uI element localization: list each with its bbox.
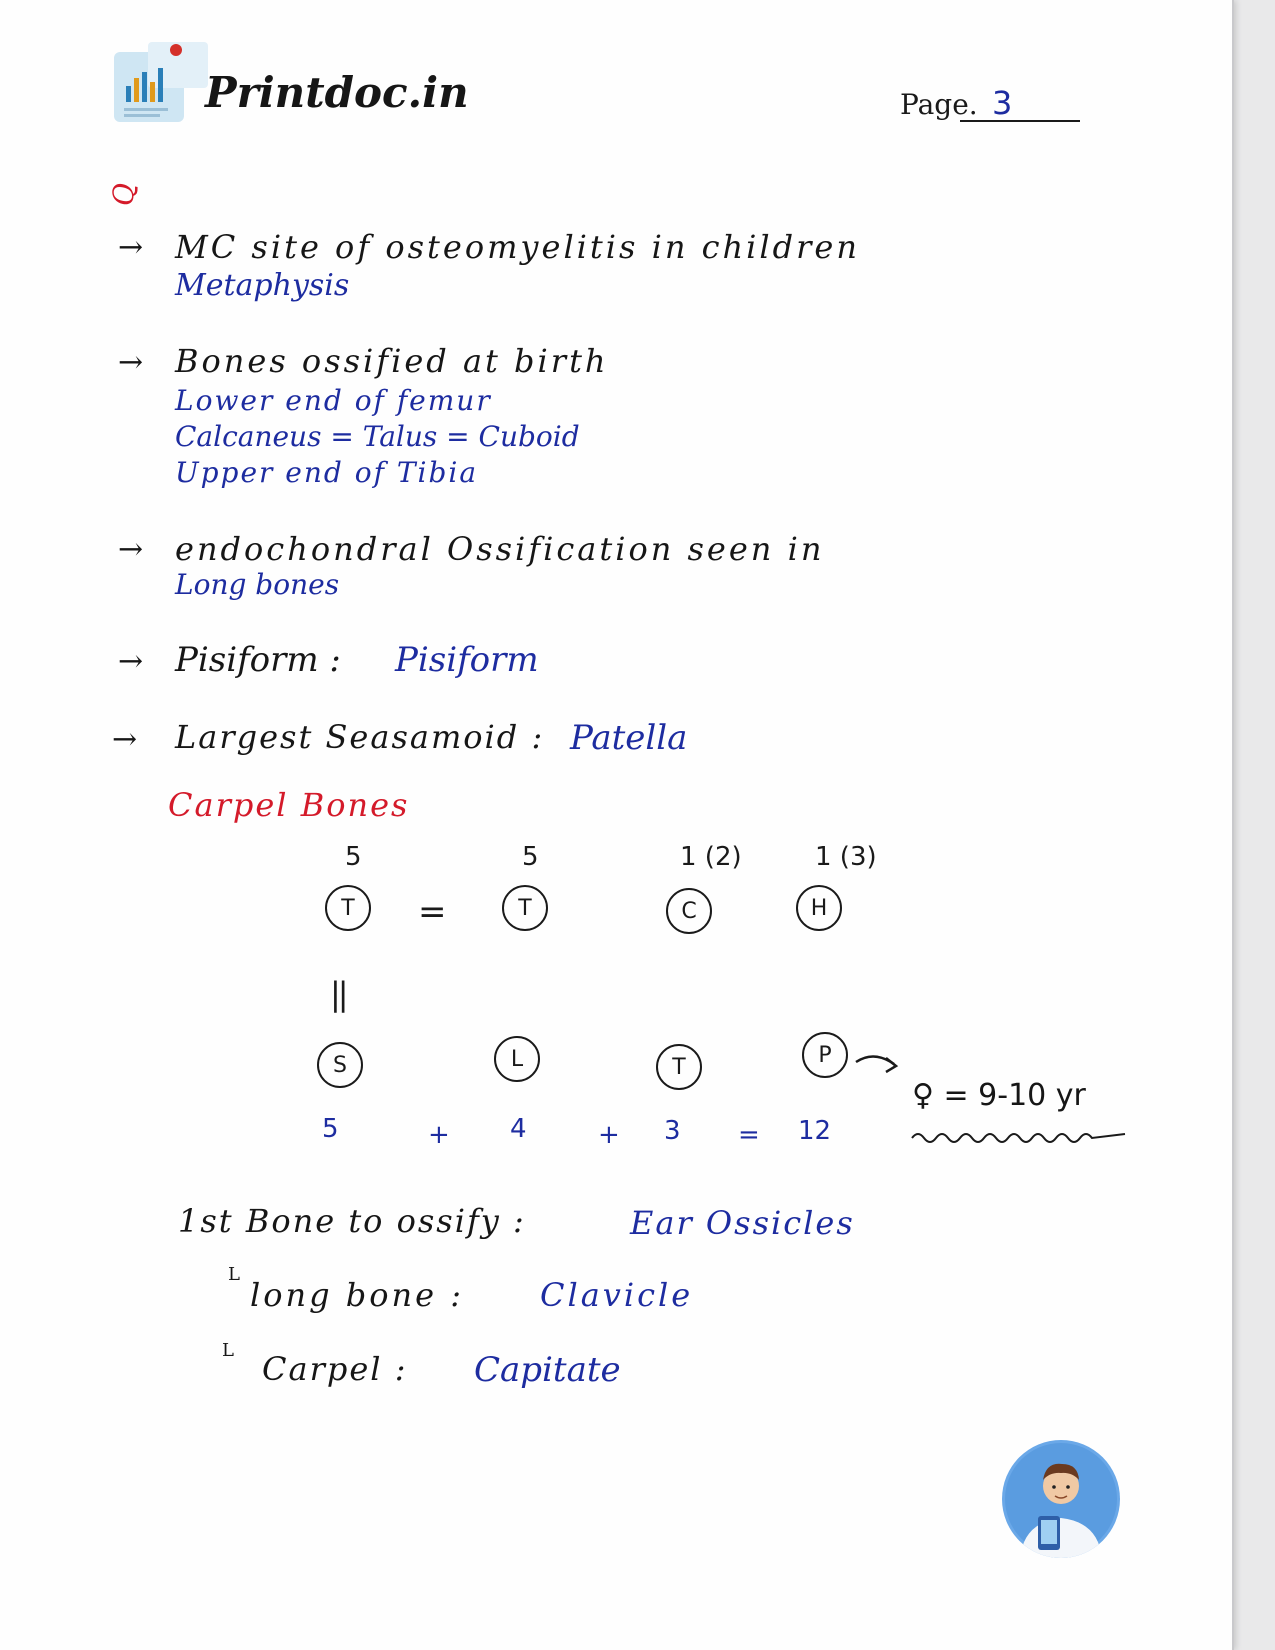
count-trapezium: 5 xyxy=(345,842,362,872)
question-1: MC site of osteomyelitis in children xyxy=(175,228,860,266)
question-mark-label: Q xyxy=(106,183,140,206)
question-4: Pisiform : xyxy=(175,640,341,680)
carpal-circle-trapezoid: T xyxy=(502,885,548,931)
wavy-underline xyxy=(910,1126,1130,1146)
first-ossify-label: 1st Bone to ossify : xyxy=(178,1202,526,1240)
count-trapezoid: 5 xyxy=(522,842,539,872)
female-age-note: ♀ = 9-10 yr xyxy=(912,1078,1086,1113)
answer-1: Metaphysis xyxy=(175,268,350,303)
sum-plus-2: + xyxy=(598,1120,620,1150)
answer-2a: Lower end of femur xyxy=(175,384,492,417)
question-5: Largest Seasamoid : xyxy=(175,718,545,756)
answer-2b: Calcaneus = Talus = Cuboid xyxy=(175,420,580,453)
arrow-icon: → xyxy=(118,345,144,380)
answer-2c: Upper end of Tibia xyxy=(175,456,479,489)
sub-answer-1: Clavicle xyxy=(540,1276,694,1314)
carpal-circle-lunate: L xyxy=(494,1036,540,1082)
sub-prefix-2: L xyxy=(222,1340,234,1361)
doctor-avatar xyxy=(1002,1440,1120,1558)
answer-5: Patella xyxy=(570,718,688,758)
count-hamate: 1 (3) xyxy=(815,842,877,872)
sub-label-1: long bone : xyxy=(250,1276,465,1314)
sum-4: 4 xyxy=(510,1114,527,1144)
answer-4: Pisiform xyxy=(395,640,539,680)
carpal-circle-pisiform: P xyxy=(802,1032,848,1078)
sub-prefix-1: L xyxy=(228,1264,240,1285)
curved-arrow-icon xyxy=(852,1044,912,1084)
document-chart-icon xyxy=(108,38,218,128)
carpal-heading: Carpel Bones xyxy=(168,786,410,824)
brand-name: Printdoc.in xyxy=(205,68,469,117)
answer-3: Long bones xyxy=(175,568,340,601)
arrow-icon: → xyxy=(118,532,144,567)
arrow-icon: → xyxy=(112,722,138,757)
equals-vertical: || xyxy=(330,975,346,1013)
equals-sign: = xyxy=(418,892,447,932)
page-label: Page. xyxy=(900,88,978,121)
count-capitate: 1 (2) xyxy=(680,842,742,872)
page-number-line xyxy=(960,120,1080,122)
sum-5: 5 xyxy=(322,1114,339,1144)
carpal-circle-hamate: H xyxy=(796,885,842,931)
sum-3: 3 xyxy=(664,1116,681,1146)
arrow-icon: → xyxy=(118,644,144,679)
sum-plus-1: + xyxy=(428,1120,450,1150)
arrow-icon: → xyxy=(118,230,144,265)
carpal-circle-capitate: C xyxy=(666,888,712,934)
brand-logo xyxy=(108,38,218,128)
carpal-circle-triquetrum: T xyxy=(656,1044,702,1090)
sum-equals: = xyxy=(738,1120,760,1150)
question-3: endochondral Ossification seen in xyxy=(175,530,825,568)
sum-12: 12 xyxy=(798,1116,832,1146)
page-number: 3 xyxy=(992,84,1013,122)
question-2: Bones ossified at birth xyxy=(175,342,609,380)
carpal-circle-scaphoid: S xyxy=(317,1042,363,1088)
doctor-with-tablet-icon xyxy=(1002,1440,1120,1558)
first-ossify-answer: Ear Ossicles xyxy=(630,1204,855,1242)
sub-label-2: Carpel : xyxy=(262,1350,408,1388)
sub-answer-2: Capitate xyxy=(474,1350,621,1390)
carpal-circle-trapezium: T xyxy=(325,885,371,931)
